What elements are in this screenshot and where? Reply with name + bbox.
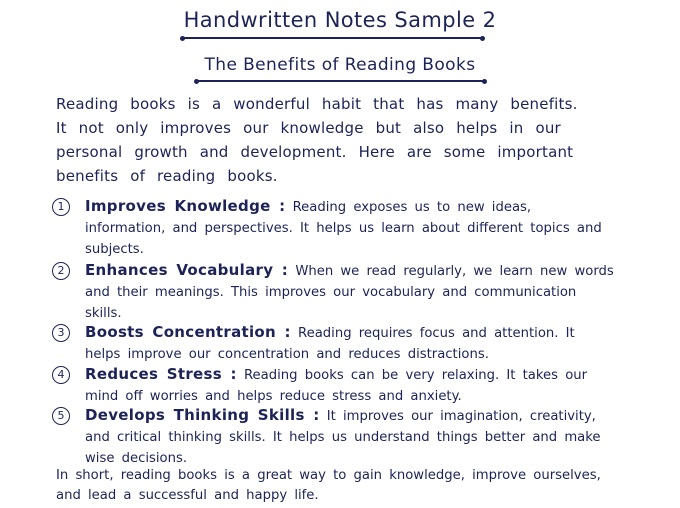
list-item xyxy=(52,322,617,365)
item-text: Reading exposes us to new ideas, information, and perspectives. It helps us learn about different topics and subjects. xyxy=(85,200,602,257)
list-item xyxy=(52,196,617,260)
item-number: 2 xyxy=(52,262,70,280)
item-heading: Enhances Vocabulary : xyxy=(85,261,289,279)
closing-paragraph: In short, reading books is a great way to gain knowledge, improve ourselves, and lead a successful and happy life. xyxy=(56,468,601,503)
title-underline xyxy=(183,37,483,39)
list-item xyxy=(52,405,617,469)
title-underline-dot-right xyxy=(480,36,485,41)
item-number: 5 xyxy=(52,407,70,425)
item-body xyxy=(85,260,617,324)
list-item xyxy=(52,260,617,324)
item-text: Reading requires focus and attention. It helps improve our concentration and reduces distractions. xyxy=(85,326,575,362)
intro-paragraph: Reading books is a wonderful habit that has many benefits. It not only improves our knowledge but also helps in our personal growth and development. Here are some important benefits of reading books. xyxy=(56,95,578,185)
item-number: 1 xyxy=(52,198,70,216)
list-item xyxy=(52,364,617,407)
item-heading: Develops Thinking Skills : xyxy=(85,406,320,424)
item-text: Reading books can be very relaxing. It takes our mind off worries and helps reduce stress and anxiety. xyxy=(85,368,588,404)
item-text: It improves our imagination, creativity, and critical thinking skills. It helps us understand things better and make wise decisions. xyxy=(85,409,601,466)
item-body xyxy=(85,196,617,260)
item-number: 4 xyxy=(52,366,70,384)
subtitle: The Benefits of Reading Books xyxy=(204,55,476,75)
page-title: Handwritten Notes Sample 2 xyxy=(183,8,497,32)
subtitle-underline xyxy=(197,80,485,82)
item-heading: Reduces Stress : xyxy=(85,365,237,383)
item-text: When we read regularly, we learn new words and their meanings. This improves our vocabulary and communication skills. xyxy=(85,264,614,321)
item-number: 3 xyxy=(52,324,70,342)
item-heading: Improves Knowledge : xyxy=(85,197,286,215)
subtitle-underline-dot-right xyxy=(482,79,487,84)
item-body xyxy=(85,322,617,365)
item-heading: Boosts Concentration : xyxy=(85,323,291,341)
item-body xyxy=(85,405,617,469)
item-body xyxy=(85,364,617,407)
